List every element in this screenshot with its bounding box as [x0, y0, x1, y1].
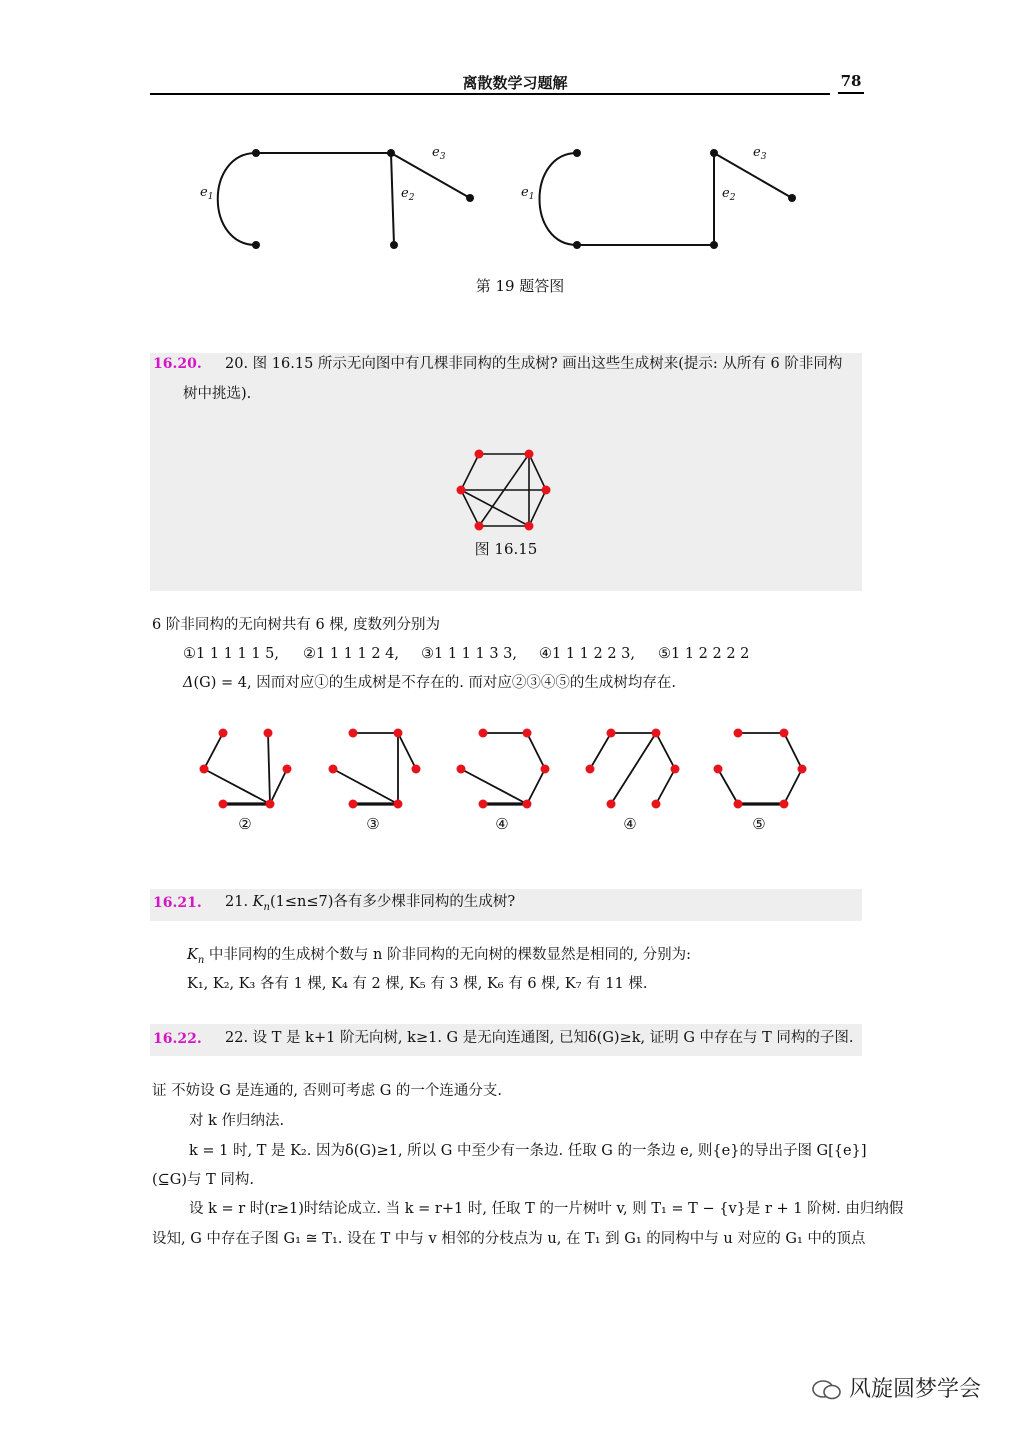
degree-seq-1: ①1 1 1 1 1 5,: [183, 646, 280, 662]
wechat-icon: [812, 1379, 842, 1401]
question-text: 22. 设 T 是 k+1 阶无向树, k≥1. G 是无向连通图, 已知δ(G)≥k, 证明 G 中存在与 T 同构的子图.: [225, 1030, 854, 1046]
question-number: 16.21.: [153, 895, 202, 911]
question-text: 21. $K_n(1\le n\le 7)$各有多少棵非同构的生成树?: [225, 894, 516, 913]
degree-seq-3: ③1 1 1 1 3 3,: [421, 646, 518, 662]
answer-line: 6 阶非同构的无向树共有 6 棵, 度数列分别为: [152, 617, 440, 633]
answer-conclusion: Δ(G) = 4, 因而对应①的生成树是不存在的. 而对应②③④⑤的生成树均存在.: [183, 675, 677, 691]
proof-line: 证 不妨设 G 是连通的, 否则可考虑 G 的一个连通分支.: [152, 1083, 503, 1099]
answer-line: $K_n$ 中非同构的生成树个数与 n 阶非同构的无向树的棵数显然是相同的, 分别为:: [187, 947, 692, 966]
watermark-brand: 风旋圆梦学会: [812, 1372, 981, 1403]
fig16-15-caption: 图 16.15: [474, 540, 538, 558]
tree-label: ③: [366, 815, 380, 833]
proof-line: 对 k 作归纳法.: [189, 1113, 285, 1129]
fig19-label-e1: $e_1$: [200, 185, 214, 202]
proof-line: 设知, G 中存在子图 G₁ ≅ T₁. 设在 T 中与 v 相邻的分枝点为 u, 在 T₁ 到 G₁ 的同构中与 u 对应的 G₁ 中的顶点: [152, 1231, 866, 1247]
degree-seq-4: ④1 1 1 2 2 3,: [539, 646, 636, 662]
question-text-cont: 树中挑选).: [183, 386, 252, 402]
fig19-label-e3-right: $e_3$: [753, 145, 767, 162]
tree-label: ②: [238, 815, 252, 833]
tree-label: ④: [623, 815, 637, 833]
fig19-label-e2-right: $e_2$: [722, 186, 736, 203]
fig19-label-e1-right: $e_1$: [521, 185, 535, 202]
page-number: 78: [838, 72, 864, 94]
question-number: 16.20.: [153, 356, 202, 372]
header-title: 离散数学习题解: [462, 74, 568, 92]
fig19-label-e2: $e_2$: [401, 186, 415, 203]
question-number: 16.22.: [153, 1031, 202, 1047]
proof-line: 设 k = r 时(r≥1)时结论成立. 当 k = r+1 时, 任取 T 的一片树叶 v, 则 T₁ = T − {v}是 r + 1 阶树. 由归纳假: [189, 1201, 904, 1217]
degree-seq-2: ②1 1 1 1 2 4,: [303, 646, 400, 662]
degree-seq-5: ⑤1 1 2 2 2 2: [658, 646, 750, 662]
proof-line: (⊆G)与 T 同构.: [152, 1172, 255, 1188]
fig19-caption: 第 19 题答图: [475, 277, 565, 295]
question-text: 20. 图 16.15 所示无向图中有几棵非同构的生成树? 画出这些生成树来(提示: 从所有 6 阶非同构: [225, 356, 843, 372]
tree-label: ④: [495, 815, 509, 833]
fig19-label-e3: $e_3$: [432, 145, 446, 162]
proof-line: k = 1 时, T 是 K₂. 因为δ(G)≥1, 所以 G 中至少有一条边. 任取 G 的一条边 e, 则{e}的导出子图 G[{e}]: [189, 1143, 867, 1159]
answer-line: K₁, K₂, K₃ 各有 1 棵, K₄ 有 2 棵, K₅ 有 3 棵, K₆ 有 6 棵, K₇ 有 11 棵.: [187, 976, 648, 992]
tree-label: ⑤: [752, 815, 766, 833]
